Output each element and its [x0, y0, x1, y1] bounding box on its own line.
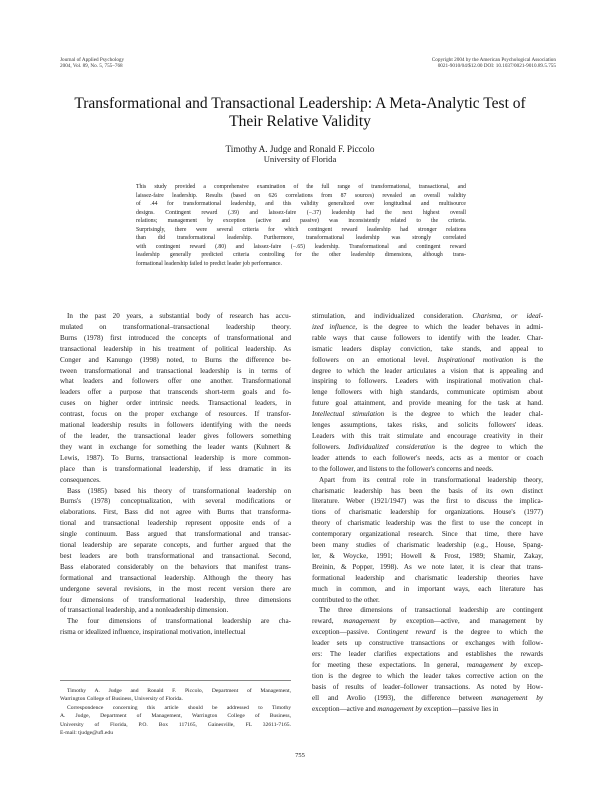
text-line: leader attends to each follower's needs, acts as a mentor or coach	[312, 453, 543, 462]
text-line: followers. Individualized consideration is the degree to which the	[312, 442, 544, 451]
text-line: transactional leadership in his treatment of political leadership. As	[60, 344, 291, 353]
abstract-line: laissez-faire leadership. Results (based on 626 correlations from 87 sources) revealed an overall validity	[136, 192, 466, 199]
copyright-notice	[432, 57, 556, 70]
text-line: been many studies of charismatic leadership (e.g., House, Spang-	[312, 541, 543, 550]
body-column-left	[60, 311, 291, 638]
abstract-line: relations; management by exception (active and passive) was inconsistently related to the criteria.	[136, 218, 466, 225]
text-line: contributed to the other.	[312, 595, 380, 604]
body-paragraph	[60, 486, 291, 617]
abstract-line: of .44 for transformational leadership, and this validity generalized over longitudinal and multisource	[136, 201, 466, 208]
footnote-paragraph	[60, 687, 291, 704]
text-line: Correspondence concerning this article should be addressed to Timothy	[67, 704, 291, 711]
author-names: Timothy A. Judge and Ronald F. Piccolo	[225, 144, 375, 154]
abstract-line: This study provided a comprehensive examination of the full range of transformational, transactional, and	[136, 184, 466, 190]
text-line: A. Judge, Department of Management, Warrington College of Business,	[60, 713, 291, 720]
abstract-line: designs. Contingent reward (.39) and laissez-faire (−.37) leadership had the next highest overall	[136, 209, 466, 216]
text-line: Apart from its central role in transformational leadership theory,	[319, 475, 543, 484]
text-line: consequences.	[60, 475, 101, 484]
footnote-paragraph	[60, 704, 291, 738]
text-line: literature. Weber (1921/1947) was the first to discuss the implica-	[312, 497, 543, 506]
text-line: rable ways that cause followers to identify with the leader. Char-	[312, 333, 543, 342]
text-line: tional and transactional leadership represent opposite ends of a	[60, 519, 291, 528]
abstract	[136, 183, 466, 268]
text-line: ers: The leader clarifies expectations and establishes the rewards	[312, 650, 543, 659]
body-paragraph	[312, 475, 543, 606]
text-line: of transactional leadership, and a nonleadership dimension.	[60, 606, 229, 615]
title-line: Transformational and Transactional Leadership: A Meta-Analytic Test of	[74, 95, 526, 112]
text-line: ell and Avolio (1993), the difference between management by	[312, 693, 544, 702]
text-line: inspiring to followers. Leaders with inspirational motivation chal-	[312, 377, 543, 386]
text-line: leader sets up constructive transactions or exchanges with follow-	[312, 639, 543, 648]
journal-citation	[60, 57, 124, 70]
text-line: of the leader, the transactional leader gives followers something	[60, 431, 291, 440]
text-line: formational leadership and charismatic leadership theories have	[312, 573, 543, 582]
copyright-line: Copyright 2004 by the American Psychological Association	[431, 57, 556, 63]
text-line: stimulation, and individualized consideration. Charisma, or ideal-	[312, 312, 543, 320]
article-title	[50, 95, 550, 130]
text-line: mational leadership results in followers identifying with the needs	[60, 421, 291, 430]
text-line: tween transformational and transactional leadership is in terms of	[60, 366, 291, 375]
doi-line: 0021-9010/04/$12.00 DOI: 10.1037/0021-9010.89.5.755	[437, 63, 556, 70]
text-line: Burns's (1978) conceptualization, with several modifications or	[60, 497, 291, 506]
text-line: risma or idealized influence, inspirational motivation, intellectual	[60, 628, 246, 637]
page-number: 755	[295, 752, 305, 759]
text-line: lenge followers with high standards, communicate optimism about	[312, 388, 543, 397]
text-line: to the follower, and listens to the follower's concerns and needs.	[312, 464, 494, 473]
journal-name: Journal of Applied Psychology	[60, 57, 125, 63]
text-line: charismatic leadership has been the basis of its own distinct	[312, 486, 543, 495]
text-line: tion is the degree to which the leader takes corrective action on the	[312, 671, 543, 680]
text-line: exception—passive. Contingent reward is the degree to which the	[312, 628, 543, 637]
text-line: ized influence, is the degree to which the leader behaves in admi-	[312, 322, 543, 331]
text-line: In the past 20 years, a substantial body of research has accu-	[67, 312, 291, 320]
text-line: Warrington College of Business, University of Florida.	[60, 696, 183, 703]
abstract-line: formational leadership failed to predict leader job performance.	[136, 260, 282, 267]
text-line: future goal attainment, and provide meaning for the task at hand.	[312, 399, 543, 408]
abstract-line: with contingent reward (.80) and laissez-faire (−.65) leadership. Transformational and contingent reward	[136, 243, 466, 250]
body-paragraph	[60, 616, 291, 638]
text-line: Burns (1978) first introduced the concepts of transformational and	[60, 333, 291, 342]
text-line: Intellectual stimulation is the degree to which the leader chal-	[312, 410, 543, 419]
text-line: ler, & Woycke, 1991; Howell & Frost, 1989; Shamir, Zakay,	[312, 551, 543, 560]
text-line: degree to which the leader articulates a vision that is appealing and	[312, 366, 543, 375]
text-line: Lewis, 1987). To Burns, transactional leadership is more common-	[60, 453, 291, 462]
text-line: best leaders are both transformational and transactional. Second,	[60, 551, 291, 560]
text-line: followers on an emotional level. Inspirational motivation is the	[312, 355, 543, 364]
text-line: mulated on transformational–transactional leadership theory.	[60, 322, 291, 331]
body-paragraph	[312, 311, 543, 475]
text-line: contrast, focus on the proper exchange of resources. If transfor-	[60, 410, 291, 419]
title-line: Their Relative Validity	[229, 112, 371, 130]
text-line: four dimensions of transformational leadership, three dimensions	[60, 595, 291, 604]
text-line: for meeting these expectations. In general, management by excep-	[312, 661, 543, 669]
abstract-line: leadership generally predicted criteria controlling for the other leadership dimensions, although trans-	[136, 252, 466, 259]
text-line: E-mail: tjudge@ufl.edu	[60, 730, 113, 737]
text-line: reward, management by exception—active, and management by	[312, 617, 543, 626]
abstract-line: Surprisingly, there were several criteria for which contingent reward leadership had stronger relations	[136, 226, 466, 233]
text-line: single continuum. Bass argued that transformational and transac-	[60, 530, 291, 539]
footnote-divider	[60, 680, 291, 681]
text-line: Leaders with this trait stimulate and encourage creativity in their	[312, 431, 543, 440]
text-line: undergone several revisions, in the most recent version there are	[60, 584, 291, 593]
text-line: theory of charismatic leadership was the first to use the concept in	[312, 519, 543, 528]
text-line: basis of results of leader–follower transactions. As noted by How-	[312, 682, 543, 691]
author-note	[60, 687, 291, 737]
body-column-right	[312, 311, 543, 715]
author-affiliation: University of Florida	[263, 154, 337, 164]
text-line: Bass elaborated considerably on the behaviors that manifest trans-	[60, 562, 291, 571]
text-line: contemporary organizational research. Since that time, there have	[312, 530, 543, 539]
journal-volume: 2004, Vol. 89, No. 5, 755–768	[60, 63, 123, 70]
text-line: much in common, and in important ways, each literature has	[312, 584, 543, 593]
text-line: formational and transactional leadership. Although the theory has	[60, 573, 291, 582]
text-line: what leaders and followers offer one another. Transformational	[60, 377, 291, 386]
abstract-line: than did transformational leadership. Furthermore, transformational leadership was strongly correlated	[136, 235, 466, 242]
text-line: The three dimensions of transactional leadership are contingent	[319, 606, 543, 615]
text-line: tional leadership are separate concepts, and further argued that the	[60, 541, 291, 550]
text-line: lenges assumptions, takes risks, and solicits followers' ideas.	[312, 421, 543, 430]
text-line: Breinin, & Popper, 1998). As we note later, it is clear that trans-	[312, 562, 543, 571]
text-line: exception—active and management by exception—passive lies in	[312, 704, 499, 713]
body-paragraph	[60, 311, 291, 486]
text-line: leaders offer a purpose that transcends short-term goals and fo-	[60, 388, 291, 397]
text-line: Timothy A. Judge and Ronald F. Piccolo, Department of Management,	[67, 688, 291, 694]
text-line: The four dimensions of transformational leadership are cha-	[67, 617, 291, 626]
text-line: ismatic leaders display conviction, take stands, and appeal to	[312, 344, 543, 353]
text-line: place than is transformational leadership, if less dramatic in its	[60, 464, 291, 473]
text-line: they want in exchange for something the leader wants (Kuhnert &	[60, 442, 291, 451]
text-line: Conger and Kanungo (1998) noted, to Burns the difference be-	[60, 355, 291, 364]
text-line: Bass (1985) based his theory of transformational leadership on	[67, 486, 291, 495]
text-line: elaborations. First, Bass did not agree with Burns that transforma-	[60, 508, 291, 517]
text-line: tions of charismatic leadership for organizations. House's (1977)	[312, 508, 543, 517]
body-paragraph	[312, 605, 543, 714]
text-line: cuses on higher order intrinsic needs. Transactional leaders, in	[60, 399, 291, 408]
text-line: University of Florida, P.O. Box 117165, Gainesville, FL 32611-7165.	[60, 721, 291, 728]
